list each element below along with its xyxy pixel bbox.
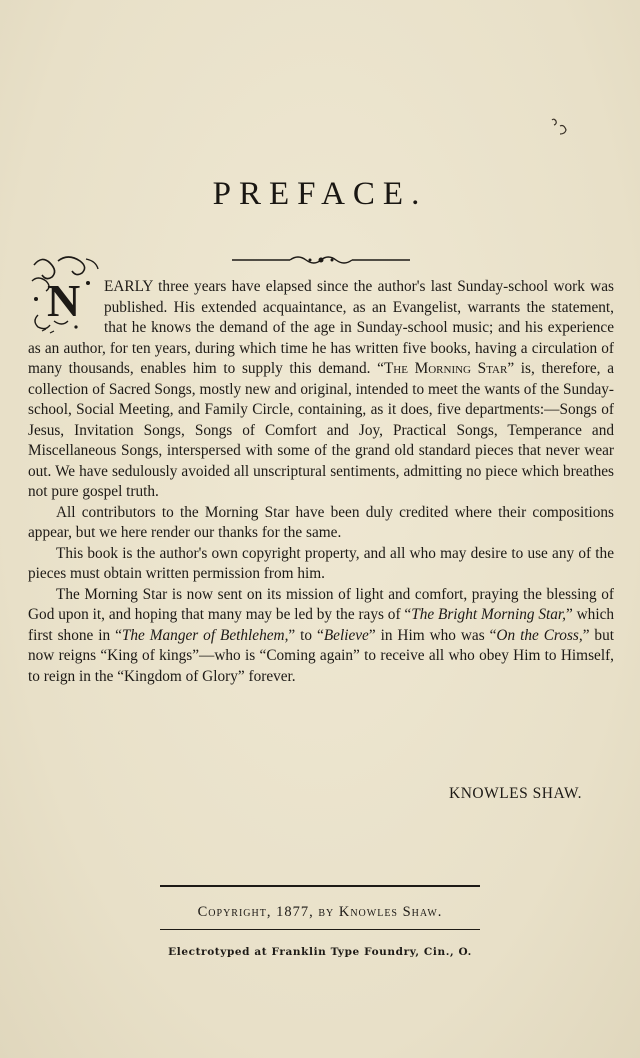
preface-paragraph <box>28 544 614 585</box>
paragraph-text: On the Cross, <box>496 626 583 644</box>
copyright-notice: Copyright, 1877, by Knowles Shaw. <box>197 904 443 920</box>
divider-rule <box>160 929 480 930</box>
paragraph-text: This book is the author's own copyright property, and all who may desire to use any of the pieces must obtain written permission from him. <box>28 544 614 582</box>
paragraph-text: The Manger of Bethlehem, <box>121 626 289 644</box>
preface-body <box>28 277 614 687</box>
dropcap-ornament <box>28 255 100 337</box>
preface-paragraph <box>28 585 614 688</box>
page-title: PREFACE. <box>212 176 428 212</box>
preface-paragraph <box>28 277 614 503</box>
title-ornament-rule <box>230 252 412 268</box>
divider-rule <box>160 885 480 887</box>
paragraph-text: Believe <box>323 626 369 644</box>
paragraph-text: The Bright Morning Star, <box>411 606 566 623</box>
paragraph-text: ” but now reigns “King of kings”—who is “Coming again” to receive all who obey Him to Himself, to reign in the “Kingdom of Glory” forever. <box>28 626 614 685</box>
signature: KNOWLES SHAW. <box>449 785 582 802</box>
paragraph-text: ” is, therefore, a collection of Sacred Songs, mostly new and original, intended to meet the wants of the Sunday-school, Social Meeting, and Family Circle, containing, as it does, five departments:—Songs of Jesus, Invitation Songs, Songs of Comfort and Joy, Practical Songs, Temperance and Miscellaneous Songs, interspersed with some of the grand old standard pieces that never wear out. We have sedulously avoided all unscriptural sentiments, admitting no piece which breathes not pure gospel truth. <box>28 360 614 500</box>
paragraph-text: EARLY three years have elapsed since the author's last Sunday-school work was published. His extended acquaintance, as an Evangelist, warrants the statement, that he knows the demand of the age in Sunday-school music; and his experience as an author, for ten years, during which time he has written five books, having a circulation of many thousands, enables him to supply this demand. “ <box>28 278 614 377</box>
paragraph-text: The Morning Star is now sent on its mission of light and comfort, praying the blessing of God upon it, and hoping that many may be led by the rays of “ <box>28 585 614 623</box>
paragraph-text: All contributors to the Morning Star have been duly credited where their compositions appear, but we here render our thanks for the same. <box>28 503 614 541</box>
dropcap-flourish-icon <box>28 255 100 337</box>
paragraph-text: ” which first shone in “ <box>28 606 615 644</box>
preface-paragraph <box>28 503 614 544</box>
corner-mark-ornament <box>548 116 570 138</box>
paragraph-text: The Morning Star <box>383 360 508 377</box>
paragraph-text: ” in Him who was “ <box>368 626 497 644</box>
printer-imprint: Electrotyped at Franklin Type Foundry, Cin., O. <box>168 946 472 958</box>
dropcap-letter: N <box>47 275 81 326</box>
paragraph-text: ” to “ <box>288 626 324 644</box>
